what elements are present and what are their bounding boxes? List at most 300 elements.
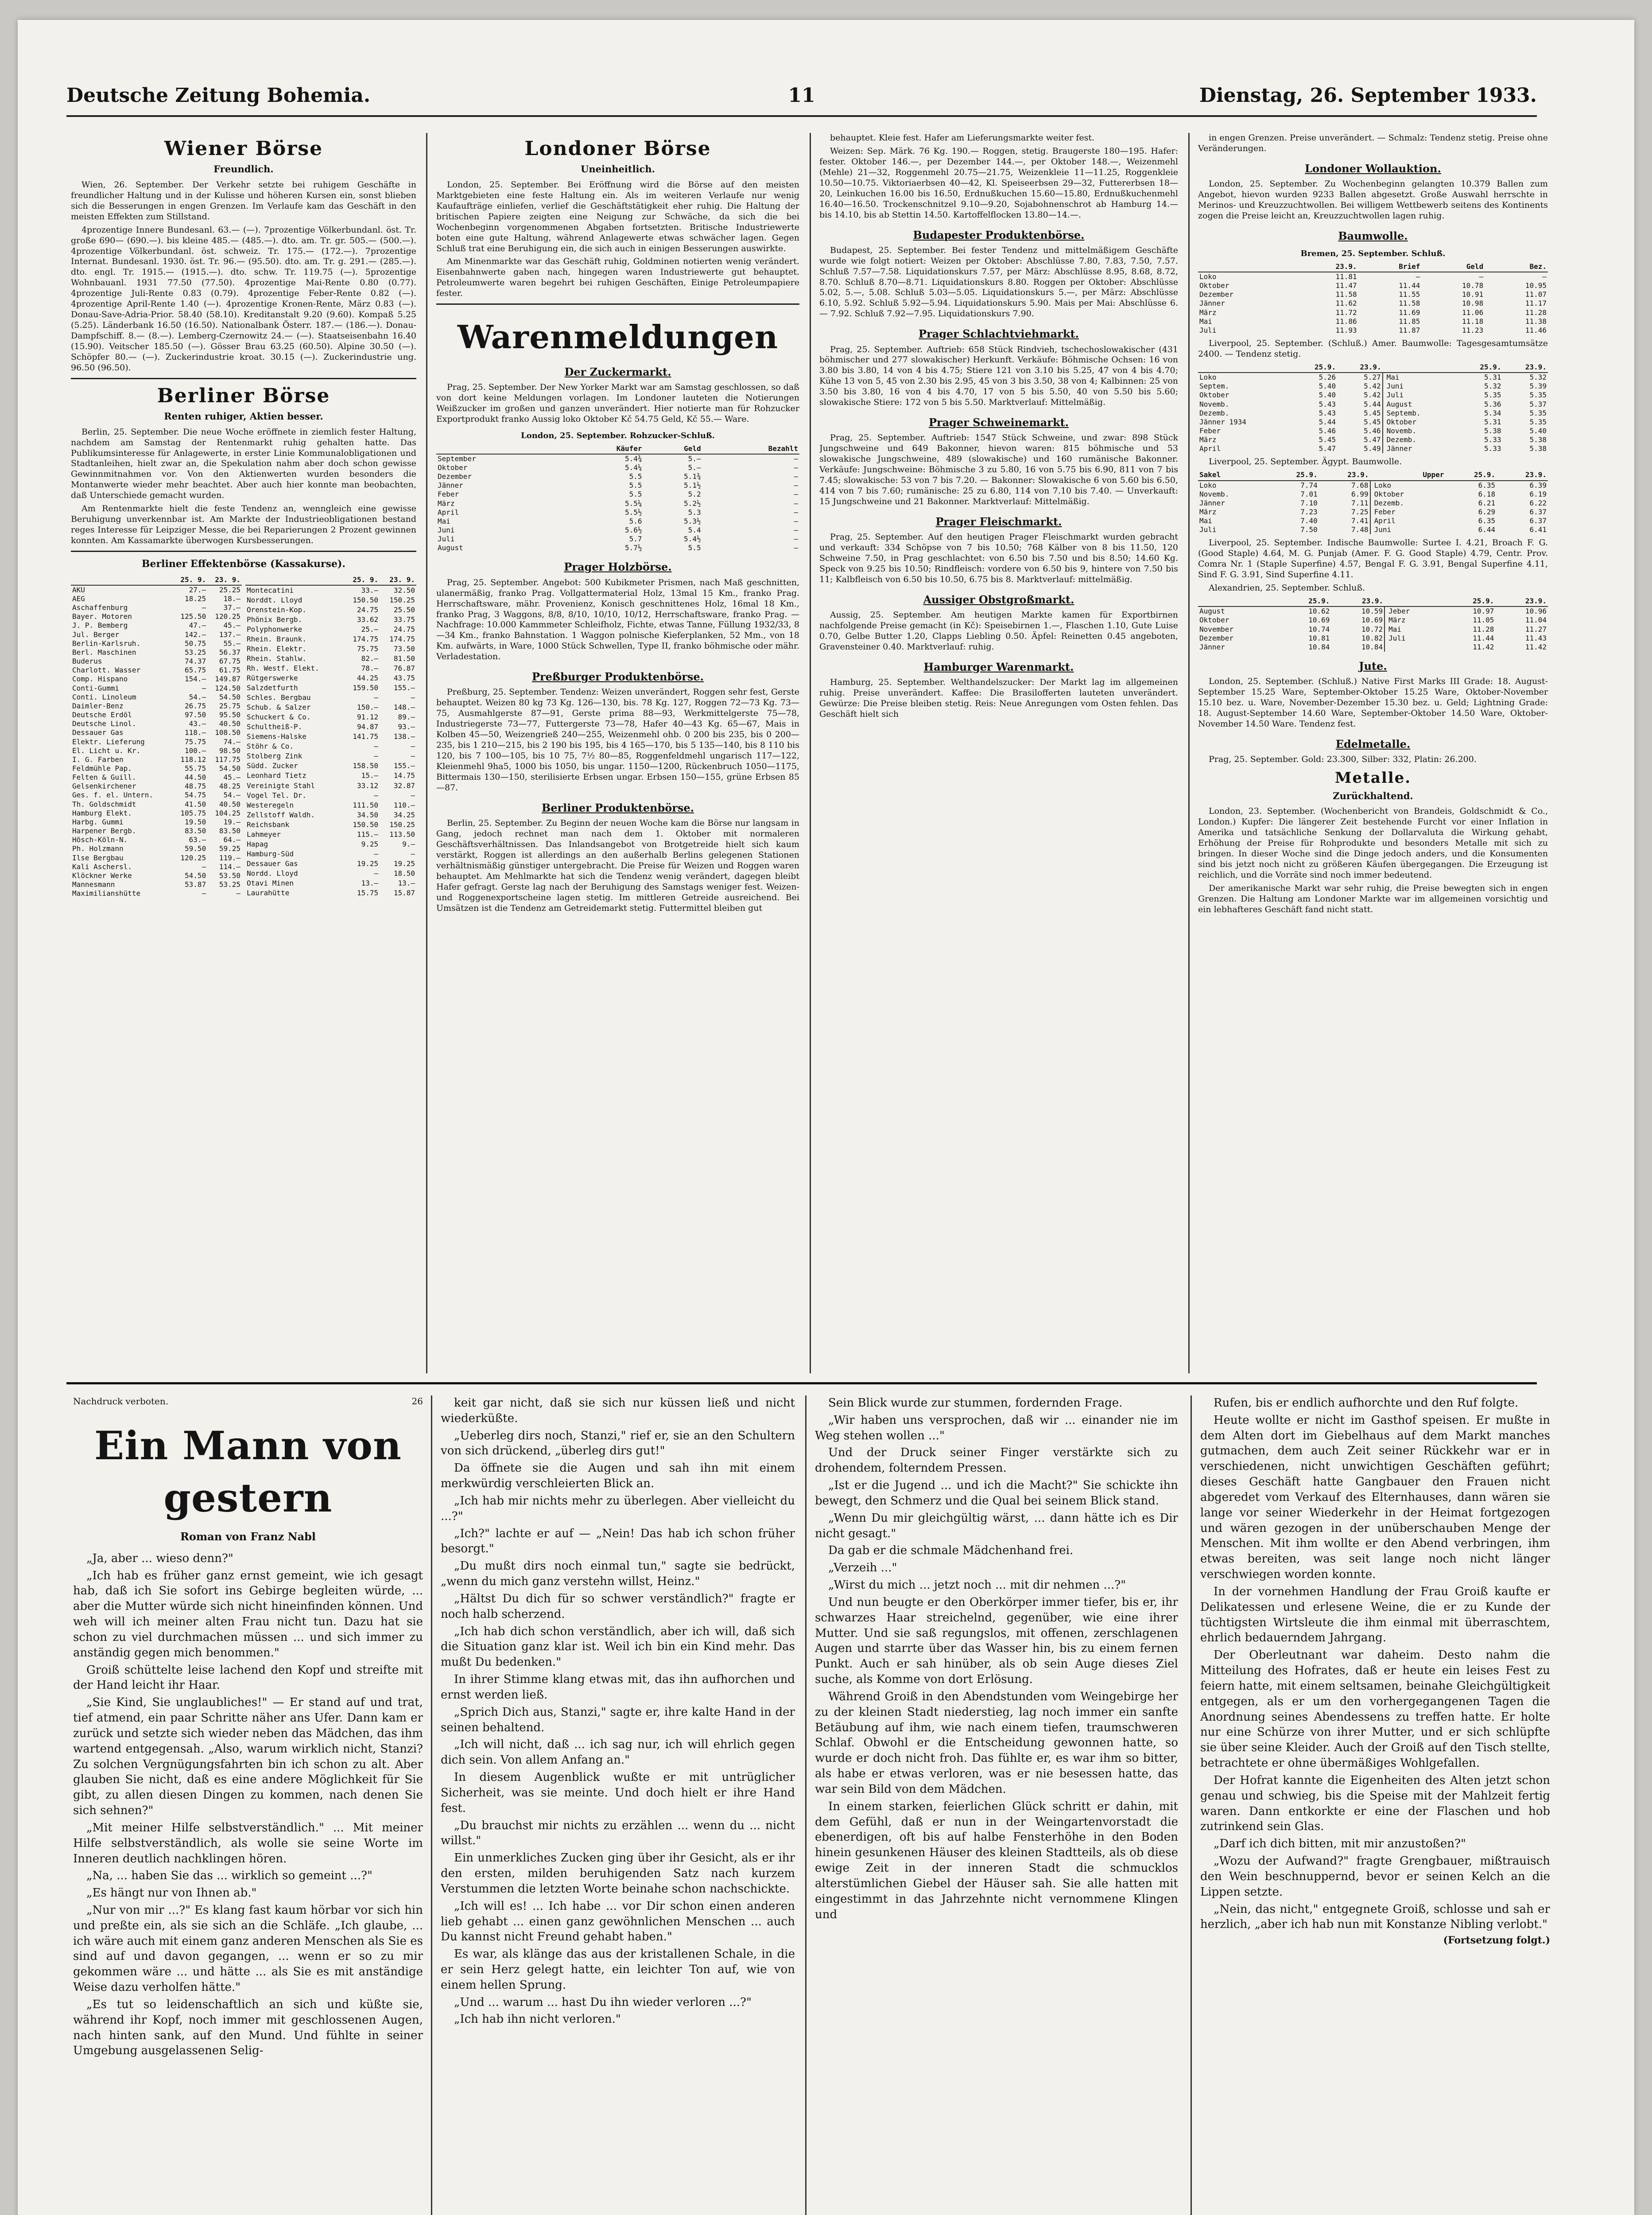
- table-cell: 6.22: [1529, 498, 1547, 507]
- jute-text: London, 25. September. (Schluß.) Native First Marks III Grade: 18. August-September 15.25 Ware, September-Oktober 15.25 Ware, Oktober-November 15.10 bez. u. Ware, November-Dezember 15.30 bez. u. Geld; Lightning Grade: 18. August-September 14.60 Ware, September-Oktober 14.50 Ware, Oktober-November 14.50 Ware. Tendenz fest.: [1198, 676, 1548, 729]
- wollauktion-title: Londoner Wollauktion.: [1305, 162, 1441, 175]
- table-cell: 5.5: [629, 481, 642, 490]
- table-row: [1198, 308, 1548, 317]
- table-cell: Leonhard Tietz: [247, 771, 306, 780]
- paragraph: „Es hängt nur von Ihnen ab.": [86, 1886, 257, 1900]
- table-cell: 10.82: [1361, 633, 1383, 642]
- edelmetalle-text: Prag, 25. September. Gold: 23.300, Silber: 332, Platin: 26.200.: [1209, 754, 1477, 765]
- table-cell: 5.26: [1318, 373, 1336, 382]
- table-cell: 19.50: [185, 817, 206, 826]
- table-cell: Norddt. Lloyd: [247, 595, 302, 604]
- pressburg-title: Preßburger Produktenbörse.: [531, 670, 704, 684]
- table-cell: 7.23: [1300, 508, 1318, 517]
- reprint-notice: Nachdruck verboten.: [73, 1396, 169, 1407]
- divider: [436, 303, 799, 305]
- table-cell: 11.23: [1462, 326, 1484, 334]
- table-row: [245, 605, 416, 615]
- table-row: [245, 644, 416, 654]
- table-cell: 6.29: [1478, 508, 1496, 517]
- novel-text: [73, 1551, 423, 2059]
- table-cell: 50.75: [185, 639, 206, 648]
- table-cell: 5.44: [1364, 400, 1381, 408]
- table-cell: 18.—: [223, 595, 240, 603]
- table-cell: 11.44: [1399, 281, 1420, 290]
- table-cell: Oktober: [438, 463, 468, 472]
- table-row: [1198, 508, 1548, 517]
- table-cell: 6.44: [1478, 525, 1496, 534]
- table-header: [1384, 596, 1443, 606]
- paragraph: „Wirst du mich ... jetzt noch ... mit dir nehmen ...?": [828, 1578, 1126, 1592]
- column-2: [436, 133, 799, 1373]
- table-cell: 5.5¼: [625, 499, 642, 508]
- table-cell: 118.—: [185, 728, 206, 737]
- table-row: [245, 859, 416, 869]
- table-cell: 53.87: [185, 880, 206, 889]
- table-cell: 15.87: [393, 889, 415, 898]
- table-cell: Dezember: [1199, 633, 1234, 642]
- table-cell: 150.50: [353, 820, 379, 829]
- table-cell: 114.—: [219, 862, 240, 871]
- table-cell: —: [794, 499, 798, 508]
- feuilleton-meta: [73, 1395, 423, 1407]
- table-cell: 33.62: [357, 615, 379, 624]
- table-row: [245, 869, 416, 878]
- column-rule: [1188, 133, 1190, 1373]
- table-cell: 11.58: [1335, 290, 1357, 299]
- table-cell: 5.42: [1364, 391, 1381, 400]
- paragraph: Sein Blick wurde zur stummen, fordernden Frage.: [828, 1396, 1123, 1410]
- table-row: [71, 746, 242, 755]
- table-cell: Schub. & Salzer: [247, 703, 311, 712]
- table-cell: 11.17: [1525, 299, 1547, 308]
- table-cell: 48.25: [219, 782, 240, 791]
- table-cell: 95.50: [219, 711, 240, 719]
- table-cell: Deutsche Erdöl: [72, 711, 132, 719]
- table-header: 23.9.: [1319, 470, 1370, 480]
- table-cell: 9.—: [402, 839, 415, 848]
- liverpool-table: [1198, 362, 1548, 454]
- table-cell: Feber: [1199, 426, 1221, 435]
- table-row: [436, 544, 799, 552]
- paragraph: Während Groiß in den Abendstunden vom Weingebirge her zu der kleinen Stadt niederstieg, lag noch immer ein sanfte Betäubung auf ihm, wie nach einem tiefen, traumschweren Schlaf. Obwohl er die Entscheidung gewonnen hatte, so wurde er doch nicht froh. Das fühlte er, es war ihm so bitter, als habe er etwas verloren, was er nie besessen hatte, das war sein Bild von dem Mädchen.: [815, 1690, 1178, 1796]
- table-cell: Polyphonwerke: [247, 625, 302, 633]
- column-rule: [1191, 1395, 1192, 2215]
- table-cell: 54.75: [185, 791, 206, 800]
- table-cell: Oktober: [1383, 418, 1457, 427]
- table-row: [245, 888, 416, 898]
- c3-top-text-2: Weizen: Sep. Märk. 76 Kg. 190.— Roggen, stetig. Braugerste 180—195. Hafer: fester. Oktober 146.—, per Dezember 144.—, per Oktober 148.—, Weizenmehl (Mehle) 21—32, Roggenmehl 20.75—21.75, Weizenkleie 11—11.25, Roggenkleie 10.50—10.75. Viktoriaerbsen 40—42, Kl. Speiseerbsen 29—32, Futtererbsen 18—20, Leinkuchen 16.00 bis 16.50, Erdnußkuchen 15.60—15.80, Erdnußkuchenmehl 16.40—16.50. Trockenschnitzel 9.10—9.20, Sojabohnenschrot ab Hamburg 14.— bis 14.10, bis ab Stettin 14.50. Kartoffelflocken 13.80—14.—.: [819, 146, 1178, 220]
- table-row: [71, 871, 242, 880]
- table-cell: 5.5: [629, 490, 642, 499]
- table-cell: 14.75: [393, 771, 415, 780]
- table-cell: Mai: [1199, 317, 1212, 326]
- table-header: Brief: [1358, 262, 1422, 272]
- table-cell: 5.35: [1529, 417, 1547, 426]
- table-cell: Hamburg Elekt.: [72, 808, 132, 817]
- table-row: [71, 835, 242, 844]
- table-cell: 7.41: [1351, 517, 1369, 525]
- paragraph: „Sprich Dich aus, Stanzi," sagte er, ihre kalte Hand in der seinen behaltend.: [441, 1705, 795, 1734]
- fleischmarkt-title: Prager Fleischmarkt.: [935, 515, 1062, 528]
- table-row: [1198, 418, 1548, 427]
- table-cell: Jänner: [1199, 642, 1225, 651]
- table-cell: Hamburg-Süd: [247, 849, 294, 858]
- table-cell: 11.04: [1525, 616, 1547, 625]
- table-cell: 10.74: [1308, 625, 1330, 633]
- table-cell: 5.40: [1529, 426, 1547, 435]
- table-cell: 40.50: [219, 719, 240, 728]
- table-cell: —: [794, 472, 798, 481]
- table-cell: 10.91: [1462, 290, 1484, 299]
- table-cell: 5.34: [1484, 408, 1501, 417]
- table-cell: Loko: [1370, 481, 1446, 490]
- wien-boerse-subtitle: Freundlich.: [213, 163, 274, 175]
- table-cell: 83.50: [185, 827, 206, 835]
- paragraph: Groiß schüttelte leise lachend den Kopf und streifte mit der Hand leicht ihr Haar.: [73, 1663, 423, 1692]
- table-cell: März: [1384, 616, 1443, 625]
- table-cell: 5.38: [1529, 444, 1547, 453]
- table-cell: —: [236, 889, 240, 898]
- table-cell: 10.96: [1525, 607, 1547, 616]
- table-row: [245, 634, 416, 644]
- divider: [71, 551, 416, 552]
- table-cell: 155.—: [393, 762, 415, 770]
- table-cell: Juli: [1384, 634, 1443, 643]
- table-cell: 142.—: [185, 630, 206, 639]
- table-cell: 10.84: [1361, 642, 1383, 651]
- effekten-title: Berliner Effektenbörse (Kassakurse).: [141, 558, 346, 570]
- table-cell: 5.5: [688, 544, 701, 552]
- table-cell: 6.21: [1478, 498, 1496, 507]
- table-cell: 5.7½: [625, 544, 642, 552]
- table-cell: 159.50: [353, 684, 379, 692]
- paragraph: „Na, ... haben Sie das ... wirklich so gemeint ...?": [86, 1869, 372, 1883]
- table-cell: 11.44: [1473, 633, 1494, 642]
- table-cell: Mai: [1384, 625, 1443, 634]
- table-cell: 7.68: [1351, 481, 1369, 490]
- table-cell: Loko: [1199, 373, 1217, 382]
- page-header: [66, 84, 1537, 117]
- table-cell: März: [1199, 435, 1217, 444]
- table-cell: Charlott. Wasser: [72, 666, 141, 675]
- table-row: [245, 693, 416, 703]
- table-cell: —: [374, 693, 379, 702]
- table-cell: Mannesmann: [72, 880, 115, 889]
- metalle-subtitle: Zurückhaltend.: [1333, 790, 1413, 802]
- divider: [71, 378, 416, 379]
- table-cell: —: [1479, 272, 1484, 281]
- paragraph: „Sie Kind, Sie unglaubliches!" — Er stand auf und trat, tief atmend, ein paar Schritte näher ans Ufer. Dann kam er zurück und setzte sich wieder neben das Mädchen, das ihm wartend entgegensah. „Also, warum wirklich nicht, Stanzi? Zu solchen Vergnügungsfahrten bin ich schon zu alt. Aber glauben Sie nicht, daß es eine andere Möglichkeit für Sie gibt, zu allen diesen Dingen zu kommen, nach denen Sie sich sehnen?": [73, 1696, 423, 1818]
- table-cell: November: [1199, 625, 1234, 633]
- paragraph: Es war, als klänge das aus der kristallenen Schale, in die er sein Herz gelegt hatte, ein leichter Ton auf, wie von einem hellen Sprung.: [441, 1947, 795, 1992]
- table-header: [1383, 362, 1457, 373]
- table-cell: 73.50: [393, 645, 415, 653]
- table-row: [436, 508, 799, 517]
- edelmetalle-title: Edelmetalle.: [1335, 738, 1411, 751]
- table-row: [1198, 400, 1548, 409]
- table-cell: August: [438, 544, 463, 552]
- table-cell: 105.75: [180, 808, 206, 817]
- table-cell: —: [202, 684, 206, 692]
- table-cell: Gelsenkirchener: [72, 782, 136, 791]
- table-cell: Siemens-Halske: [247, 732, 306, 741]
- table-cell: Harpener Bergb.: [72, 827, 136, 835]
- table-cell: 32.50: [393, 586, 415, 595]
- table-cell: 93.—: [398, 723, 415, 731]
- table-cell: 149.87: [215, 675, 240, 684]
- table-row: [245, 762, 416, 771]
- table-row: [1198, 409, 1548, 418]
- table-row: [436, 517, 799, 526]
- table-cell: Novemb.: [1199, 400, 1229, 408]
- table-cell: 55.—: [223, 639, 240, 648]
- table-cell: 40.50: [219, 800, 240, 808]
- paragraph: „Darf ich dich bitten, mit mir anzustoßen?": [1214, 1837, 1466, 1851]
- table-cell: I. G. Farben: [72, 755, 124, 764]
- table-cell: 5.37: [1529, 400, 1547, 408]
- masthead-left: Deutsche Zeitung Bohemia.: [66, 84, 371, 107]
- metalle-title: Metalle.: [1334, 769, 1412, 787]
- table-cell: 150.50: [353, 595, 379, 604]
- table-cell: Schultheiß-P.: [247, 723, 302, 731]
- table-cell: 53.25: [219, 880, 240, 889]
- feuilleton-column-4: [1200, 1395, 1550, 2215]
- table-cell: 137.—: [219, 630, 240, 639]
- paragraph: „Es tut so leidenschaftlich an sich und küßte sie, während ihr Kopf, noch immer mit geschlossenen Augen, nach hinten sank, auf den Mund. Und fühlte in seiner Umgebung ausgelassenen Selig-: [73, 1997, 423, 2058]
- table-cell: 141.75: [353, 732, 379, 741]
- zucker-london-label: London, 25. September. Rohzucker-Schluß.: [521, 431, 715, 440]
- liverpool-text: Liverpool, 25. September. (Schluß.) Amer. Baumwolle: Tagesgesamtumsätze 2400. — Tendenz stetig.: [1198, 338, 1548, 359]
- table-row: [71, 585, 242, 595]
- table-cell: 120.25: [180, 853, 206, 862]
- table-row: [1198, 643, 1548, 652]
- paragraph: Und der Druck seiner Finger verstärkte sich zu drohendem, folterndem Pressen.: [815, 1446, 1178, 1475]
- table-cell: 174.75: [389, 635, 415, 644]
- table-row: [71, 684, 242, 693]
- berlin-text-1: Berlin, 25. September. Die neue Woche eröffnete in ziemlich fester Haltung, nachdem am Samstag der Rentenmarkt ruhig gehalten hatte. Das Publikumsinteresse für Anlagewerte, in erster Linie Kommunalobligationen und Stadtanleihen, hielt zwar an, die Spekulation nahm aber doch schon gewisse Gewinnmitnahmen vor. Von den Aktienwerten wurden besonders die Montanwerte wieder mehr beachtet. Aber auch hier konnte man beobachten, daß Unterschiede gemacht wurden.: [71, 427, 416, 501]
- table-cell: Harbg. Gummi: [72, 817, 124, 826]
- table-header: [436, 444, 559, 454]
- berlin-produkten-title: Berliner Produktenbörse.: [541, 801, 694, 814]
- table-row: [1198, 382, 1548, 391]
- table-cell: —: [1415, 272, 1420, 281]
- pressburg-text: Preßburg, 25. September. Tendenz: Weizen unverändert, Roggen sehr fest, Gerste behauptet. Weizen 80 kg 73 Kg. 126—130, bis. 78 Kg. 127, Roggen 72—73 Kg. 73—75, Ausmahlgerste 87—91, Gerste prima 88—93, Werkmittelgerste 75—78, Industriegerste 73—77, Futtergerste 73—78, Hafer 40—43 Kg. 65—67, Mais in Kolben 45—50, Weizengrieß 240—255, Weizenmehl ohb. 0 200 bis 235, bis 0 200—235, bis 1 210—215, bis 2 190 bis 195, bis 4 165—170, bis 5 135—140, bis 8 110 bis 120, bis 7 100—105, bis 10 75, 7½ 80—85, Roggenfeldmehl ungarisch 117—122, Kleienmehl 9ha5, 1000 bis 1050, bis ungar. 1150—1200, Rückenbruch 1050—1175, Bittermais 130—150, sterilisierte Erbsen ungar. Erbsen 150—155, grüne Erbsen 85—87.: [436, 687, 799, 793]
- paragraph: „Ich hab es früher ganz ernst gemeint, wie ich gesagt hab, daß ich Sie sofort ins Gebirge begleiten würde, ... aber die Mutter würde sich nicht hineinfinden können. Und weh will ich meiner alten Frau nicht tun. Dazu hat sie schon zu viel durchmachen müssen ... und sich immer zu anständig gegen mich benommen.": [73, 1569, 423, 1659]
- table-cell: 34.25: [393, 810, 415, 819]
- table-cell: April: [438, 508, 459, 517]
- table-cell: 6.39: [1529, 481, 1547, 490]
- table-header: 25.9.: [1279, 596, 1331, 606]
- table-cell: 5.33: [1484, 435, 1501, 444]
- table-cell: 113.50: [389, 830, 415, 839]
- table-cell: 118.12: [180, 755, 206, 764]
- table-row: [1198, 481, 1548, 490]
- table-cell: Westeregeln: [247, 801, 294, 809]
- table-cell: Oktober: [1370, 490, 1446, 499]
- table-cell: 25.—: [361, 625, 379, 633]
- table-cell: 5.4¾: [625, 454, 642, 463]
- metalle-text-2: Der amerikanische Markt war sehr ruhig, die Preise bewegten sich in engen Grenzen. Die Haltung am Londoner Markte war im allgemeinen vorsichtig und ein lebhafteres Geschäft fand nicht statt.: [1198, 883, 1548, 914]
- table-header: 23.9.: [1495, 596, 1548, 606]
- table-cell: Comp. Hispano: [72, 675, 128, 684]
- table-cell: 11.42: [1473, 642, 1494, 651]
- table-cell: 5.6½: [625, 525, 642, 534]
- table-row: [71, 863, 242, 871]
- table-cell: Juni: [1383, 382, 1457, 391]
- table-cell: 5.38: [1484, 426, 1501, 435]
- table-row: [71, 764, 242, 773]
- table-cell: Oktober: [1199, 616, 1229, 625]
- paragraph: In einem starken, feierlichen Glück schritt er dahin, mit dem Gefühl, daß er nun in der Weingartenvorstadt die ebenerdigen, oft bis auf halbe Fensterhöhe in den Boden hinein gesunkenen Häuser des kleinen Stadtteils, als ob diese ewige Zeit in der inneren Stadt die schmucklos alterstümlichen Giebel der Häuser sah. Sie alle hatten mit eingestimmt in das Jahrzehnte nicht vernommene Klingen und: [815, 1799, 1178, 1921]
- table-cell: 125.50: [180, 612, 206, 621]
- liverpool-egypt-text: Liverpool, 25. September. Ägypt. Baumwolle.: [1209, 457, 1402, 467]
- table-cell: AKU: [72, 585, 85, 594]
- table-cell: 61.75: [219, 666, 240, 675]
- table-cell: April: [1370, 517, 1446, 525]
- table-cell: 11.47: [1335, 281, 1357, 290]
- schweinemarkt-text: Prag, 25. September. Auftrieb: 1547 Stück Schweine, und zwar: 898 Stück Jungschweine und 649 Bakonner, hievon waren: 815 böhmische und 53 slowakische Jungschweine, 489 (slowakische) und 160 rumänische Bakonner. Verkäufe: Jungschweine: Böhmische 3 zu 5.80, 16 von 5.75 bis 6.90, 811 von 7 bis 7.45; slowakische: 53 von 7 bis 7.20. — Bakonner: Slowakische 6 von 5.60 bis 6.50, 414 von 7 bis 7.60; rumänische: 25 zu 6.80, 114 von 7.10 bis 7.40. — Unverkauft: 15 Jungschweine und 21 Bakonner. Marktverlauf: Mittelmäßig.: [819, 433, 1178, 507]
- table-cell: 7.40: [1300, 517, 1318, 525]
- table-cell: 11.62: [1335, 299, 1357, 308]
- table-row: [71, 612, 242, 621]
- table-cell: 27.—: [189, 585, 206, 594]
- table-row: [245, 615, 416, 625]
- paragraph: „Wozu der Aufwand?" fragte Grengbauer, mißtrauisch den Wein beschnuppernd, bevor er seinen Kelch an die Lippen setzte.: [1200, 1854, 1550, 1899]
- table-cell: 11.81: [1335, 272, 1357, 281]
- table-cell: Novemb.: [1383, 427, 1457, 435]
- column-rule: [426, 133, 427, 1373]
- table-row: [245, 703, 416, 712]
- table-cell: 5.46: [1364, 426, 1381, 435]
- table-cell: August: [1199, 607, 1225, 616]
- table-cell: 155.—: [393, 684, 415, 692]
- table-cell: —: [794, 517, 798, 525]
- table-cell: 119.—: [219, 853, 240, 862]
- table-cell: 5.47: [1318, 444, 1336, 453]
- berlin-boerse-title: Berliner Börse: [157, 384, 330, 407]
- table-cell: 25.75: [219, 701, 240, 710]
- table-cell: 10.98: [1462, 299, 1484, 308]
- budapest-title: Budapester Produktenbörse.: [913, 228, 1085, 241]
- table-header: 23.9.: [1295, 262, 1358, 272]
- feuilleton-divider: [66, 1382, 1537, 1384]
- table-cell: Orenstein-Kop.: [247, 605, 306, 614]
- table-row: [1198, 517, 1548, 525]
- table-cell: 11.42: [1525, 642, 1547, 651]
- table-cell: AEG: [72, 595, 85, 603]
- table-cell: 43.75: [393, 674, 415, 683]
- table-row: [1198, 290, 1548, 299]
- table-cell: 18.25: [185, 595, 206, 603]
- obstmarkt-title: Aussiger Obstgroßmarkt.: [923, 593, 1074, 606]
- table-cell: 54.—: [189, 692, 206, 701]
- novel-text: [441, 1395, 795, 2027]
- table-cell: Jänner: [1383, 444, 1457, 453]
- table-cell: Th. Goldschmidt: [72, 800, 136, 808]
- table-row: [1198, 606, 1548, 616]
- table-cell: Felten & Guill.: [72, 773, 136, 782]
- novel-text: [1200, 1395, 1550, 1932]
- table-row: [71, 702, 242, 711]
- table-cell: 104.25: [215, 808, 240, 817]
- table-header: 23.9.: [1502, 362, 1548, 373]
- table-cell: Ges. f. el. Untern.: [72, 791, 154, 800]
- table-cell: —: [411, 693, 415, 702]
- table-row: [245, 664, 416, 673]
- paragraph: „Ja, aber ... wieso denn?": [86, 1551, 233, 1565]
- table-row: [245, 673, 416, 683]
- table-cell: Otavi Minen: [247, 878, 294, 887]
- table-cell: Mai: [1383, 373, 1457, 382]
- table-row: [71, 844, 242, 853]
- table-cell: 33.75: [393, 615, 415, 624]
- table-cell: 19.25: [357, 859, 379, 868]
- table-cell: Dezember: [1199, 290, 1234, 299]
- table-cell: 48.75: [185, 782, 206, 791]
- table-cell: 76.87: [393, 664, 415, 673]
- table-cell: 150.25: [389, 820, 415, 829]
- table-cell: 6.37: [1529, 508, 1547, 517]
- table-cell: 5.45: [1364, 417, 1381, 426]
- table-cell: Feldmühle Pap.: [72, 764, 132, 773]
- table-cell: 5.32: [1484, 382, 1501, 391]
- table-header: Sakel: [1198, 470, 1268, 480]
- table-row: [1198, 616, 1548, 625]
- table-row: [1198, 281, 1548, 290]
- table-cell: Vereinigte Stahl: [247, 781, 315, 790]
- table-cell: Stolberg Zink: [247, 752, 302, 761]
- baumwolle-title: Baumwolle.: [1338, 229, 1408, 242]
- installment-number: 26: [411, 1396, 423, 1407]
- table-cell: August: [1383, 400, 1457, 409]
- table-cell: 150.25: [389, 595, 415, 604]
- table-cell: Septem.: [1199, 382, 1229, 391]
- paragraph: „Mit meiner Hilfe selbstverständlich." ... Mit meiner Hilfe selbstverständlich, als wolle sie seine Worte im Inneren deutlich nachklingen hören.: [73, 1821, 423, 1865]
- table-header: [245, 575, 343, 585]
- table-cell: März: [438, 499, 455, 508]
- table-row: [1198, 444, 1548, 453]
- issue-date: Dienstag, 26. September 1933.: [1199, 84, 1537, 107]
- table-cell: —: [794, 454, 798, 463]
- table-cell: 120.25: [215, 612, 240, 621]
- paragraph: „Nein, das nicht," entgegnete Groiß, schlosse und sah er herzlich, „aber ich hab nun mit Konstanze Nibling verlobt.": [1200, 1902, 1550, 1931]
- table-row: [71, 880, 242, 889]
- table-row: [71, 603, 242, 612]
- table-cell: 67.75: [219, 657, 240, 666]
- paragraph: „Und ... warum ... hast Du ihn wieder verloren ...?": [454, 1995, 752, 2009]
- table-cell: 5.7: [629, 535, 642, 544]
- table-row: [1198, 317, 1548, 326]
- table-row: [245, 712, 416, 722]
- table-row: [436, 490, 799, 499]
- table-cell: 56.37: [219, 648, 240, 657]
- table-row: [71, 800, 242, 809]
- table-cell: Kali Aschersl.: [72, 862, 132, 871]
- table-cell: 7.74: [1300, 481, 1318, 490]
- table-cell: 7.10: [1300, 498, 1318, 507]
- table-row: [1198, 373, 1548, 382]
- table-cell: —: [794, 463, 798, 472]
- hamburg-title: Hamburger Warenmarkt.: [923, 660, 1074, 673]
- paragraph: „Ist er die Jugend ... und ich die Macht?" Sie schickte ihn bewegt, den Schmerz und die Qual bei seinem Blick stand.: [815, 1479, 1178, 1508]
- table-cell: Mai: [438, 517, 450, 525]
- table-cell: Juni: [438, 525, 455, 534]
- table-cell: 5.43: [1318, 400, 1336, 408]
- table-cell: März: [1199, 508, 1217, 517]
- table-cell: 5.46: [1318, 426, 1336, 435]
- table-cell: 5.4¼: [625, 463, 642, 472]
- table-cell: 150.—: [357, 703, 379, 712]
